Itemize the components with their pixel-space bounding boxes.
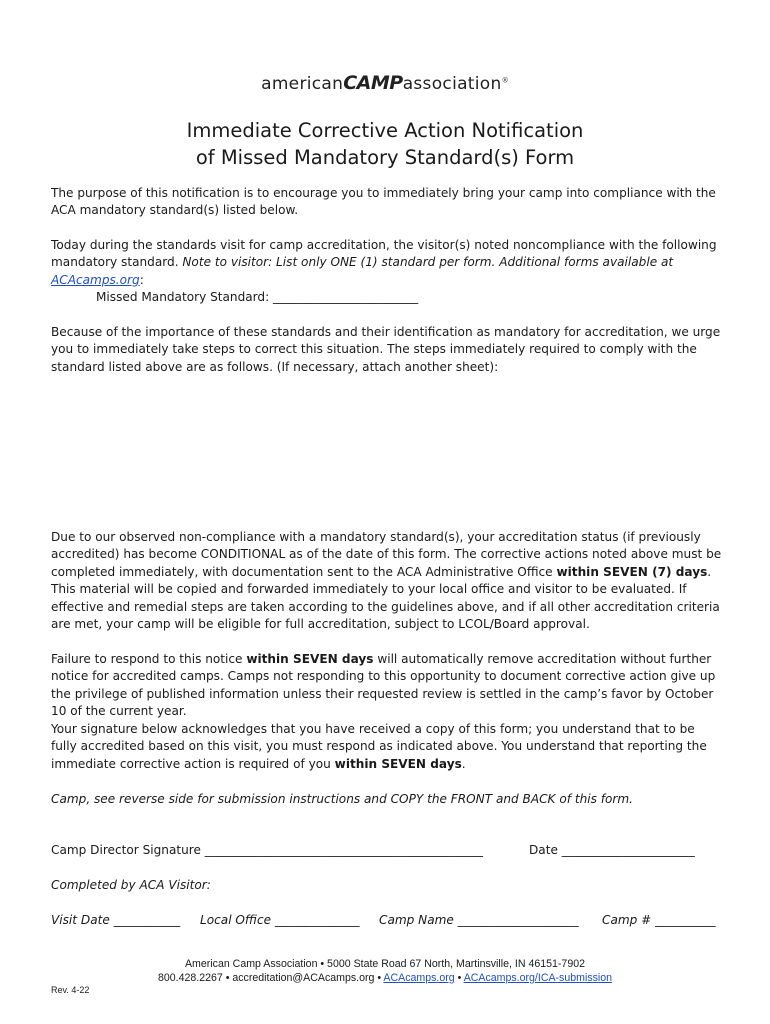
form-title — [0, 117, 770, 171]
acacamps-link[interactable]: ACAcamps.org — [51, 272, 140, 287]
failure-text-b: will automatically remove accreditation without further notice for accredited camps. Camps not responding to this opportunity to document corrective action give up the privilege of published information unless their requested review is settled in the camp’s favor by October 10 of the current year. — [51, 652, 716, 719]
ack-text-b: . — [461, 756, 466, 771]
failure-paragraph — [51, 651, 723, 721]
ack-text-a: Your signature below acknowledges that you have received a copy of this form; you understand that to be fully accredited based on this visit, you must respond as indicated above. You understand that reporting the immediate corrective action is required of you — [51, 722, 707, 771]
form-title-line-2: of Missed Mandatory Standard(s) Form — [195, 146, 575, 169]
footer-contact — [0, 971, 770, 985]
due-paragraph — [51, 529, 725, 633]
logo-word-american: american — [261, 74, 344, 94]
form-title-line-1: Immediate Corrective Action Notification — [186, 119, 584, 142]
today-paragraph — [51, 237, 723, 289]
completed-by-label: Completed by ACA Visitor: — [51, 878, 211, 892]
today-text: Today during the standards visit for camp accreditation, the visitor(s) noted noncompliance with the following mandatory standard. — [51, 238, 717, 270]
visit-date-field[interactable]: Visit Date ___________ — [51, 913, 181, 927]
due-text-b: . This material will be copied and forwarded immediately to your local office and visitor to be evaluated. If effective and remedial steps are taken according to the guidelines above, and if all other accreditation criteria are met, your camp will be eligible for full accreditation, subject to LCOL/Board approval. — [51, 564, 720, 632]
purpose-paragraph: The purpose of this notification is to encourage you to immediately bring your camp into compliance with the ACA mandatory standard(s) listed below. — [51, 186, 716, 218]
due-text-a: Due to our observed non-compliance with a mandatory standard(s), your accreditation status (if previously accredited) has become CONDITIONAL as of the date of this form. The corrective actions noted above must be completed immediately, with documentation sent to the ACA Administrative Office — [51, 530, 722, 579]
camp-name-field[interactable]: Camp Name ____________________ — [379, 913, 579, 927]
footer-phone-email: 800.428.2267 • accreditation@ACAcamps.org • — [157, 972, 384, 984]
because-paragraph: Because of the importance of these standards and their identification as mandatory for accreditation, we urge you to immediately take steps to correct this situation. The steps immediately required to comply with the standard listed above are as follows. (If necessary, attach another sheet): — [51, 325, 721, 374]
camp-number-field[interactable]: Camp # __________ — [602, 913, 716, 927]
acknowledgement-paragraph — [51, 721, 723, 773]
logo-word-association: association — [402, 74, 502, 94]
logo-word-camp: CAMP — [343, 72, 403, 94]
footer-address: American Camp Association • 5000 State Road 67 North, Martinsville, IN 46151-7902 — [184, 958, 585, 970]
footer-separator: • — [454, 972, 464, 984]
reverse-side-note: Camp, see reverse side for submission instructions and COPY the FRONT and BACK of this form. — [51, 792, 633, 806]
footer-acacamps-link[interactable]: ACAcamps.org — [383, 972, 455, 984]
today-end: : — [139, 272, 144, 287]
missed-standard-field[interactable]: Missed Mandatory Standard: ________________________ — [96, 290, 419, 304]
aca-logo — [0, 72, 770, 94]
footer-submission-link[interactable]: ACAcamps.org/ICA-submission — [463, 972, 613, 984]
ack-emphasis: within SEVEN days — [334, 756, 462, 771]
registered-mark: ® — [501, 76, 509, 85]
revision-label: Rev. 4-22 — [51, 985, 90, 995]
visitor-note: Note to visitor: List only ONE (1) standard per form. Additional forms available at — [182, 255, 674, 270]
failure-emphasis: within SEVEN days — [246, 652, 374, 666]
date-field[interactable]: Date ______________________ — [529, 843, 695, 857]
local-office-field[interactable]: Local Office ______________ — [200, 913, 360, 927]
due-emphasis: within SEVEN (7) days — [556, 564, 708, 579]
director-signature-field[interactable]: Camp Director Signature ______________________________________________ — [51, 843, 483, 857]
failure-text-a: Failure to respond to this notice — [51, 652, 247, 666]
